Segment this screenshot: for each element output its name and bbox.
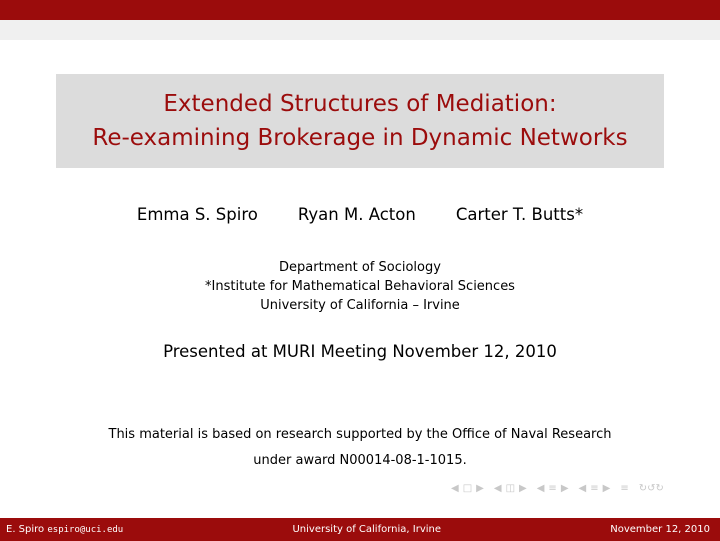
nav-prev-section-icon[interactable]: ◀ <box>578 482 587 494</box>
author-name: Emma S. Spiro <box>136 205 258 224</box>
header-band <box>0 20 720 40</box>
affiliation-department: Department of Sociology <box>279 260 441 275</box>
author-name: Carter T. Butts* <box>455 205 584 224</box>
nav-next-frame-icon[interactable]: ▶ <box>476 482 484 494</box>
nav-frame-icon[interactable]: □ <box>462 482 473 494</box>
nav-section-icon[interactable]: ≡ <box>590 482 599 494</box>
nav-next-section-icon[interactable]: ▶ <box>602 482 611 494</box>
title-line-1: Extended Structures of Mediation: <box>163 91 557 117</box>
nav-prev-frame-icon[interactable]: ◀ <box>451 482 459 494</box>
footer-institution: University of California, Irvine <box>292 524 441 535</box>
presented-at: Presented at MURI Meeting November 12, 2010 <box>163 342 557 361</box>
affiliation <box>0 258 720 315</box>
nav-section-icon[interactable]: ≡ <box>548 482 557 494</box>
acknowledgement-line-2: under award N00014-08-1-1015. <box>253 453 467 468</box>
footer-date: November 12, 2010 <box>610 524 710 535</box>
footer-author-name: E. Spiro <box>6 524 45 535</box>
affiliation-institute: *Institute for Mathematical Behavioral Sciences <box>205 279 515 294</box>
title-block <box>56 74 664 168</box>
acknowledgement <box>0 422 720 474</box>
nav-prev-section-icon[interactable]: ◀ <box>536 482 545 494</box>
author-list <box>0 205 720 224</box>
nav-next-section-icon[interactable]: ▶ <box>560 482 569 494</box>
nav-next-subsection-icon[interactable]: ▶ <box>519 482 527 494</box>
footer-bar <box>0 518 720 541</box>
nav-align-icon[interactable]: ≡ <box>620 482 629 494</box>
author-name: Ryan M. Acton <box>297 205 416 224</box>
nav-subsection-icon[interactable]: ◫ <box>505 482 516 494</box>
navigation-symbols <box>450 480 665 496</box>
footer-author <box>6 524 123 535</box>
acknowledgement-line-1: This material is based on research supported by the Office of Naval Research <box>108 427 612 442</box>
header-bar <box>0 0 720 20</box>
nav-search-icon[interactable]: ↻↺↻ <box>638 482 664 494</box>
affiliation-university: University of California – Irvine <box>260 298 460 313</box>
title-line-2: Re-examining Brokerage in Dynamic Networks <box>92 125 628 151</box>
nav-prev-subsection-icon[interactable]: ◀ <box>493 482 502 494</box>
footer-email: espiro@uci.edu <box>47 525 124 535</box>
